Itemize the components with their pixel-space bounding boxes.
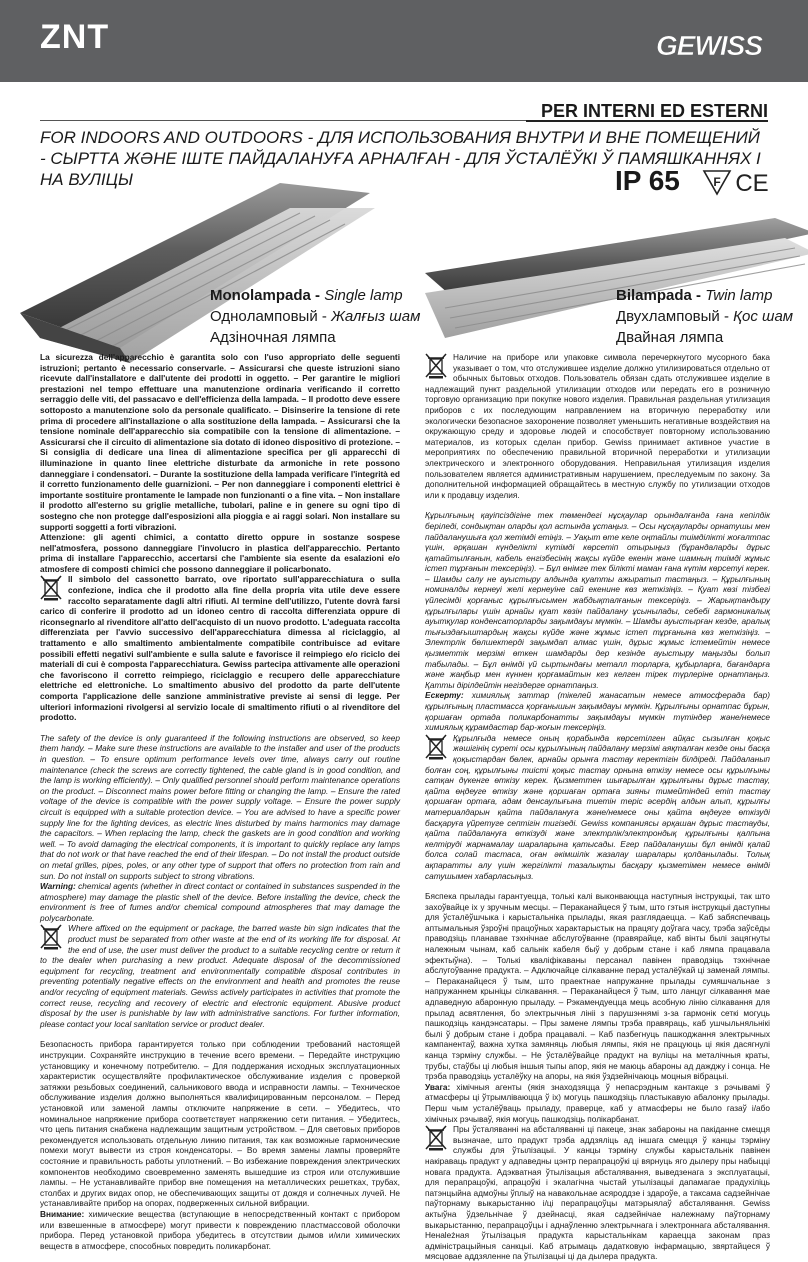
ru-warning-label: Внимание: <box>40 1208 85 1219</box>
by-disposal-text: Пры ўсталяванні на абсталяванні ці пакеце, знак забароны на пакіданне смецця вызначае, што прадукт трэба аддзяліць ад іншага смецця ў канцы тэрміну службы для ўтылізацыі. У канцы тэрміну службы карыстальнік павінен накіраваць прадукт у адпаведны цэнтр перапрацоўкі ці вярнуць яго дылеру пры набыцці новага прадукта. Адэкватная ўтылізацыя абсталявання, выведзенага з эксплуатацыі, для перапрацоўкі, апрацоўкі і экалагічна чыстай утылізацыі дапамагае прадухіліць патэнцыйна адмоўны ўплыў на навакольнае асяроддзе і здароўе, а таксама садзейнічае паўторнаму выкарыстанню і/ці перапрацоўцы матэрыялаў абсталявання. Gewiss актыўна ўдзельнічае ў дзейнасці, якая садзейнічае належнаму паўторнаму выкарыстанню, перапрацоўцы і аднаўленню электрычнага і электроннага абсталявання. Ненależная ўтылізацыя прадукта карыстальнікам караецца законам праз адміністрацыйныя санкцыі. Каб атрымаць дадатковую інфармацыю, звяртайцеся ў мясцовае аддзяленне па ўтылізацыі ці да дылера прадукта. <box>425 1124 770 1262</box>
svg-text:GEWISS: GEWISS <box>655 30 763 61</box>
single-lamp-kz: Жалғыз шам <box>331 308 421 325</box>
svg-text:F: F <box>713 175 721 189</box>
kz-instructions: Құрылғының қауіпсіздігіне тек төмендегі нұсқаулар орындалғанда ғана кепілдік беріледі, сондықтан оларды қол астында ұстаңыз. – Осы нұсқауларды орнатушы мен пайдаланушыға қол жетімді етіңіз. – Уақыт өте келе оңтайлы тиімділікті жоғалтпас үшін, әрқашан күнделікті күтімді көрсетіп отырыңыз (бұрандаларды дұрыс қатайтылғанын, кабель енгізбесінің жақсы күйде екенін және шамның тиімді жұмыс істеп тұрғанын тексеріңіз). – Бұл өнімге тек білікті маман ғана күтім көрсетуі керек. – Шамды салу не ауыстыру алдында қуатты ажыратып тастаңыз. – Құрылғының номиналды кернеуі желі кернеуіне сай екенине көз жеткізіңіз. – Қуат көзі тізбегі үйлесімді қорғаныс құрылғысымен жабдықталғанын тексеріңіз. – Жарықтандыру құрылғылары үшін арнайы қуат көзін пайдалану ұсынылады, себебі гармоникалық ауытқулар конденсаторларды зақымдауы мүмкін. – Шамды ауыстырған кезде, аралық тығыздағыштардың жақсы күйде және жұмыс істеп тұрғанына көз жеткізіңіз. – Электрлік бөлшектерді зақымдап алмас үшін, дұрыс жұмыс істемейтін немесе қызметтік мерзімі өткен шамдарды дер кезінде ауыстыру маңызды болып табылады. – Бұл өнімді үй сыртындағы металл торларға, құбырларға, бағандарға және жаңбыр мен күннен қорғамайтын кез келген тірек түрлеріне орнатпаңыз. Қатты дірілдейтін негіздерге орнатпаңыз. <box>425 510 770 690</box>
kz-disposal-text: Құрылғыда немесе оның қорабында көрсетілген айқас сызылған қоқыс жәшігінің суреті осы құрылғының пайдалану мерзімі аяқталған кезде оны басқа қоқыстардан бөлек, арнайы орынға тастау керектігін білдіреді. Пайдаланып болған соң, құрылғыны тиісті қоқыс тастау орнына өткізу немесе осы құрылғыны сатқан дүкенге өткізу керек. Қызметтен шығарылған құрылғыны дұрыс тастау, қайта өңдеуге өткізу және қоршаған ортаға зияны тимейтіндей етіп тастау қоршаған ортаға, адам денсаулығына тиетін теріс әсердің алдын алып, құрылғы материалдарын қайта пайдалануға және/немесе оны қайта өңдеуге өткізуді басқаруға үйретуге септігін тигізеді. Gewiss компаниясы әрқашан дұрыс тастауды, қайта пайдалануға өткізуді және электрлік/электрондық құрылғыны қалпына келтіруді жарнамалау шараларына қатысады. Егер пайдаланушы бұл өнімді қалай болса солай тастаса, оған әкімшілік жазалау шаралары қолданылады. Толық ақпаратты алу үшін жергілікті тазалықты басқару қызметімен немесе өнімді сатушымен хабарласыңыз. <box>425 732 770 881</box>
en-disposal-text: Where affixed on the equipment or package, the barred waste bin sign indicates that the product must be separated from other waste at the end of its working life for disposal. At the end of use, the user must deliver the product to a suitable recycling centre or return it to the dealer when purchasing a new product. Adequate disposal of the decommissioned equipment for recycling, treatment and environmentally compatible disposal contributes in preventing potentially negative effects on the environment and health and promotes the reuse and/or recycling of equipment materials. Gewiss actively participates in activities that promote the correct reuse, recycling and recovery of electric and electronic equipment. Abusive product disposal by the user is punishable by law with administrative sanctions. For further information, please contact your local sanitation service or product dealer. <box>40 923 400 1029</box>
en-warning-text: chemical agents (whether in direct contact or contained in substances suspended in the atmosphere) may damage the plastic shell of the device. Before installing the device, check the environment is free of fumes and/or chemical compound atmospheres that may damage the polycarbonate. <box>40 881 400 923</box>
right-column <box>425 352 770 1262</box>
twin-lamp-en: Twin lamp <box>705 287 773 304</box>
left-column <box>40 352 400 1251</box>
ru-disposal <box>425 352 770 500</box>
title-italian: PER INTERNI ED ESTERNI <box>540 101 768 121</box>
title-multilingual: FOR INDOORS AND OUTDOORS - ДЛЯ ИСПОЛЬЗОВАНИЯ ВНУТРИ И ВНЕ ПОМЕЩЕНИЙ - СЫРТТА ЖӘНЕ ІШТЕ ПАЙДАЛАНУҒА АРНАЛҒАН - ДЛЯ ЎСТАЛЁЎКІ Ў ПАМЯШКАННЯХ І НА ВУЛІЦЫ <box>40 128 761 189</box>
twin-lamp-it: Bilampada <box>616 287 692 304</box>
en-disposal <box>40 923 400 1029</box>
en-warning-label: Warning: <box>40 881 76 892</box>
ru-instructions: Безопасность прибора гарантируется только при соблюдении требований настоящей инструкции. Сохраняйте инструкцию в течение всего времени. – Передайте инструкцию установщику и конечному потребителю. – Для поддержания исходных эксплуатационных характеристик осуществляйте профилактическое обслуживание изделия с проверкой затяжки резьбовых соединений, сальникового ввода и исправности лампы. – Техническое обслуживание изделия должно выполняться квалифицированным персоналом. – Перед установкой или заменой лампы отключите напряжение в сети. – Убедитесь, что номинальное напряжение прибора соответствует напряжению сети питания. – Убедитесь, что цепь питания снабжена надлежащим защитным устройством. – Для световых приборов рекомендуется использовать отдельную линию питания, так как возможные гармонические помехи могут вывести из строя конденсаторы. – Во время замены лампы проверяйте состояние и правильность работы уплотнений. – Во избежание повреждения электрических компонентов необходимо своевременно заменять вышедшие из строя или отслужившие лампы. – Не устанавливайте прибор вне помещения на металлических решетках, трубах, столбах и других видах опор, не обеспечивающих защиты от дождя и солнечных лучей. Не устанавливайте прибор на опорах, подверженных сильной вибрации. <box>40 1039 400 1209</box>
product-code: ZNT <box>40 18 110 56</box>
it-disposal-text: Il simbolo del cassonetto barrato, ove riportato sull'apparecchiatura o sulla confezione, indica che il prodotto alla fine della propria vita utile deve essere raccolto separatamente dagli altri rifiuti. Al termine dell'utilizzo, l'utente dovrà farsi carico di conferire il prodotto ad un idoneo centro di raccolta differenziata oppure di riconsegnarlo al rivenditore all'atto dell'acquisto di un nuovo prodotto. L'adeguata raccolta differenziata per l'avvio successivo dell'apparecchiatura dimessa al riciclaggio, al trattamento e allo smaltimento ambientalmente compatibile contribuisce ad evitare possibili effetti negativi sull'ambiente e sulla salute e favorisce il reimpiego e/o riciclo dei materiali di cui è composta l'apparecchiatura. Gewiss partecipa attivamente alle operazioni che favoriscono il corretto reimpiego, riciclaggio e recupero delle apparecchiature elettriche ed elettroniche. Lo smaltimento abusivo del prodotto da parte dell'utente comporta l'applicazione delle sanzione amministrative previste ai sensi di legge. Per ulteriori informazioni rivolgersi al servizio locale di smaltimento rifiuti o al rivenditore del prodotto. <box>40 574 400 723</box>
single-lamp-by: Адзіночная лямпа <box>210 329 336 346</box>
ru-disposal-text: Наличие на приборе или упаковке символа перечеркнутого мусорного бака указывает о том, что отслужившее изделие должно утилизироваться отдельно от обычных бытовых отходов. Пользователь обязан сдать отслужившее изделие в надлежащий пункт раздельной утилизации отходов или передать его в розничную торговую организацию при покупке нового изделия. Правильная раздельная утилизация приборов с их последующим направлением на вторичную переработку или экологически безопасное захоронение позволяет уменьшить негативные воздействия на окружающую среду и здоровье людей и способствует повторному использованию материалов, из которых сделан прибор. Gewiss принимает активное участие в мероприятиях по обеспечению правильной вторичной переработки и утилизации электрического и электронного оборудования. Неправильная утилизация изделия пользователем является административным нарушением, преследуемым по закону. За дополнительной информацией обращайтесь в местную службу по утилизации отходов или к продавцу изделия. <box>425 352 770 500</box>
by-warning-text: хімічныя агенты (якія знаходзяцца ў непасрэдным кантакце з рэчывамі ў атмасферы ці ўтрымліваюцца ў іх) могуць пашкодзіць пластыкавую абалонку прылады. Перш чым усталёўваць прыладу, праверце, каб у атмасферы не было газаў і/або хімічных рэчываў, якія могуць пашкодзіць полікарбанат. <box>425 1081 770 1124</box>
by-disposal <box>425 1124 770 1262</box>
twin-lamp-ru: Двухламповый <box>616 308 720 325</box>
en-instructions: The safety of the device is only guaranteed if the following instructions are observed, so keep them handy. – Make sure these instructions are available to the installer and user of the products in question. – To ensure optimum performance levels over time, always carry out routine maintenance (check the screws are correctly tightened, the cable gland is in good condition, and the lamp is working efficiently). – Only qualified personnel should perform maintenance operations on the product. – Disconnect mains power before fitting or changing the lamp. – Ensure the rated voltage of the device is compatible with the power supply voltage. – Ensure the power supply circuit is equipped with a suitable protection device. – You are advised to have a specific power supply line for the lighting devices, as electric lines disturbed by mains harmonics may damage the capacitors. – When replacing the lamp, check the gaskets are in good condition and working well. – To avoid damaging the electrical components, it is important to quickly replace any lamps that do not work or that have reached the end of their lifespan. – Do not install the product outside on metal grilles, pipes, poles, or any other type of support that offers no protection from rain and sun. Do not install on supports subject to strong vibrations. <box>40 732 400 881</box>
by-warning-label: Увага: <box>425 1081 451 1092</box>
ru-warning-text: химические вещества (вступающие в непосредственный контакт с прибором или взвешенные в атмосфере) могут привести к повреждению пластмассовой оболочки прибора. Перед установкой прибора убедитесь в отсутствии дымов и/или химических веществ в атмосфере, способных повредить поликарбонат. <box>40 1208 400 1251</box>
single-lamp-ru: Однoламповый <box>210 308 318 325</box>
it-warning-text: gli agenti chimici, a contatto diretto oppure in sostanze sospese nell'atmosfera, possono danneggiare l'involucro in plastica dell'apparecchio. Pertanto prima di installare l'apparecchio, accertarsi che l'ambiente sia esente da esalazioni e/o atmosfere di composti chimici che possono danneggiare il policarbonato. <box>40 532 400 574</box>
gewiss-logo <box>648 28 770 62</box>
it-instructions: La sicurezza dell'apparecchio è garantita solo con l'uso appropriato delle seguenti istruzioni; pertanto è necessario conservarle. – Assicurarsi che queste istruzioni siano ricevute dall'installatore e dall'utente dei prodotti in oggetto. – Per garantire le migliori prestazioni nel tempo effettuare una manutenzione ordinaria verificando il corretto serraggio delle viti, del passacavo e dell'efficienza della lampada. – Il prodotto deve essere sottoposto a manutenzione solo da personale qualificato. – Disinserire la tensione di rete prima di procedere all'installazione o alla sostituzione della lampada. – Assicurarsi che la tensione nominale dell'apparecchio sia compatibile con la tensione di alimentazione. – Assicurarsi che il circuito di alimentazione sia dotato di idoneo dispositivo di protezione. – Si consiglia di dedicare una linea di alimentazione specifica per gli apparecchi di illuminazione in quanto linee elettriche disturbate da armoniche in rete possono danneggiare i condensatori. – Durante la sostituzione della lampada verificare l'integrità ed il corretto funzionamento delle guarnizioni. – Per non danneggiare i componenti elettrici è importante sostituire prontamente le lampade non funzionanti o a fine vita. – Non installare il prodotto all'esterno su griglie metalliche, tubolari, paline e in genere su ogni tipo di sostegno che non protegge dall'esposizioni alla pioggia e ai raggi solari. Non installare su supporti soggetti a forti vibrazioni. <box>40 352 400 532</box>
kz-warning-text: химиялық заттар (тікелей жанасатын немесе атмосферада бар) құрылғының пластмасса қорғанышын зақымдауы мүмкін. Құрылғыны орнатпас бұрын, қоршаған ортада поликарбонатты зақымдауы мүмкін түтіндер және/немесе химиялық құрамдастар бар-жоғын тексеріңіз. <box>425 690 770 733</box>
header-bar <box>0 0 808 82</box>
twin-lamp-kz: Қос шам <box>733 308 794 325</box>
kz-disposal <box>425 733 770 881</box>
single-lamp-en: Single lamp <box>324 287 403 304</box>
single-lamp-caption: Monolampada - Single lamp Однoламповый - Жалғыз шам Адзіночная лямпа <box>210 287 421 346</box>
twin-lamp-by: Двайная лямпа <box>616 329 724 346</box>
crossed-bin-icon <box>425 353 447 379</box>
twin-lamp-caption: Bilampada - Twin lamp Двухламповый - Қос шам Двайная лямпа <box>616 287 794 346</box>
crossed-bin-icon <box>40 924 62 950</box>
title-rule <box>40 120 526 121</box>
it-disposal <box>40 574 400 722</box>
single-lamp-it: Monolampada <box>210 287 311 304</box>
ip-rating: IP 65 <box>615 165 680 196</box>
it-warning <box>40 532 400 574</box>
crossed-bin-icon <box>40 575 62 601</box>
crossed-bin-icon <box>425 734 447 760</box>
it-warning-label: Attenzione: <box>40 532 86 543</box>
kz-warning-label: Ескерту: <box>425 690 464 701</box>
crossed-bin-icon <box>425 1125 447 1151</box>
by-instructions: Бяспека прылады гарантуецца, толькі калі выконваюцца наступныя інструкцыі, так што захоўвайце іх у зручным месцы. – Пераканайцеся ў тым, што гэтыя інструкцыі даступны для ўсталёўшчыка і карыстальніка прылады, якая разглядаецца. – Каб забяспечваць аптымальныя ўзроўні працоўных характарыстык на працягу доўгага часу, трэба заўсёды праводзіць планавае тэхнічнае абслугоўванне (правярайце, каб вінты былі зацягнуты належным чынам, каб сальнік кабеля быў у добрым стане і каб лямпа працавала эфектыўна). – Толькі кваліфікаваны персанал павінен праводзіць тэхнічнае абслугоўванне прадукта. – Адключайце сілкаванне перад усталёўкай ці заменай лямпы. – Пераканайцеся ў тым, што праектнае напружанне прылады сумяшчальнае з напружаннем крыніцы сілкавання. – Пераканайцеся ў тым, што ланцуг сілкавання мае адпаведную абаронную прыладу. – Рэкамендуецца мець асобную лінію сілкавання для прылад асвятлення, бо электрычныя лініі з парушэннямі з-за гармонік сеткі могуць пашкодзіць кандэнсатары. – Пры замене лямпы трэба правяраць, каб ушчыльняльнікі былі ў добрым стане і добра працавалі. – Каб пазбегнуць пашкоджання электрычных кампанентаў, важна хутка замяняць любыя лямпы, якія не працуюць ці якія дасягнулі канца тэрміну службы. – Не ўсталёўвайце прадукт на вуліцы на металічныя краты, трубы, стаўбы ці любыя іншыя тыпы апор, якія не маюць абароны ад дажджу і сонца. Не трэба праводзіць усталёўку на апоры, на якія ўздзейнічаюць моцныя вібрацыі. <box>425 891 770 1082</box>
svg-text:CE: CE <box>735 170 769 197</box>
